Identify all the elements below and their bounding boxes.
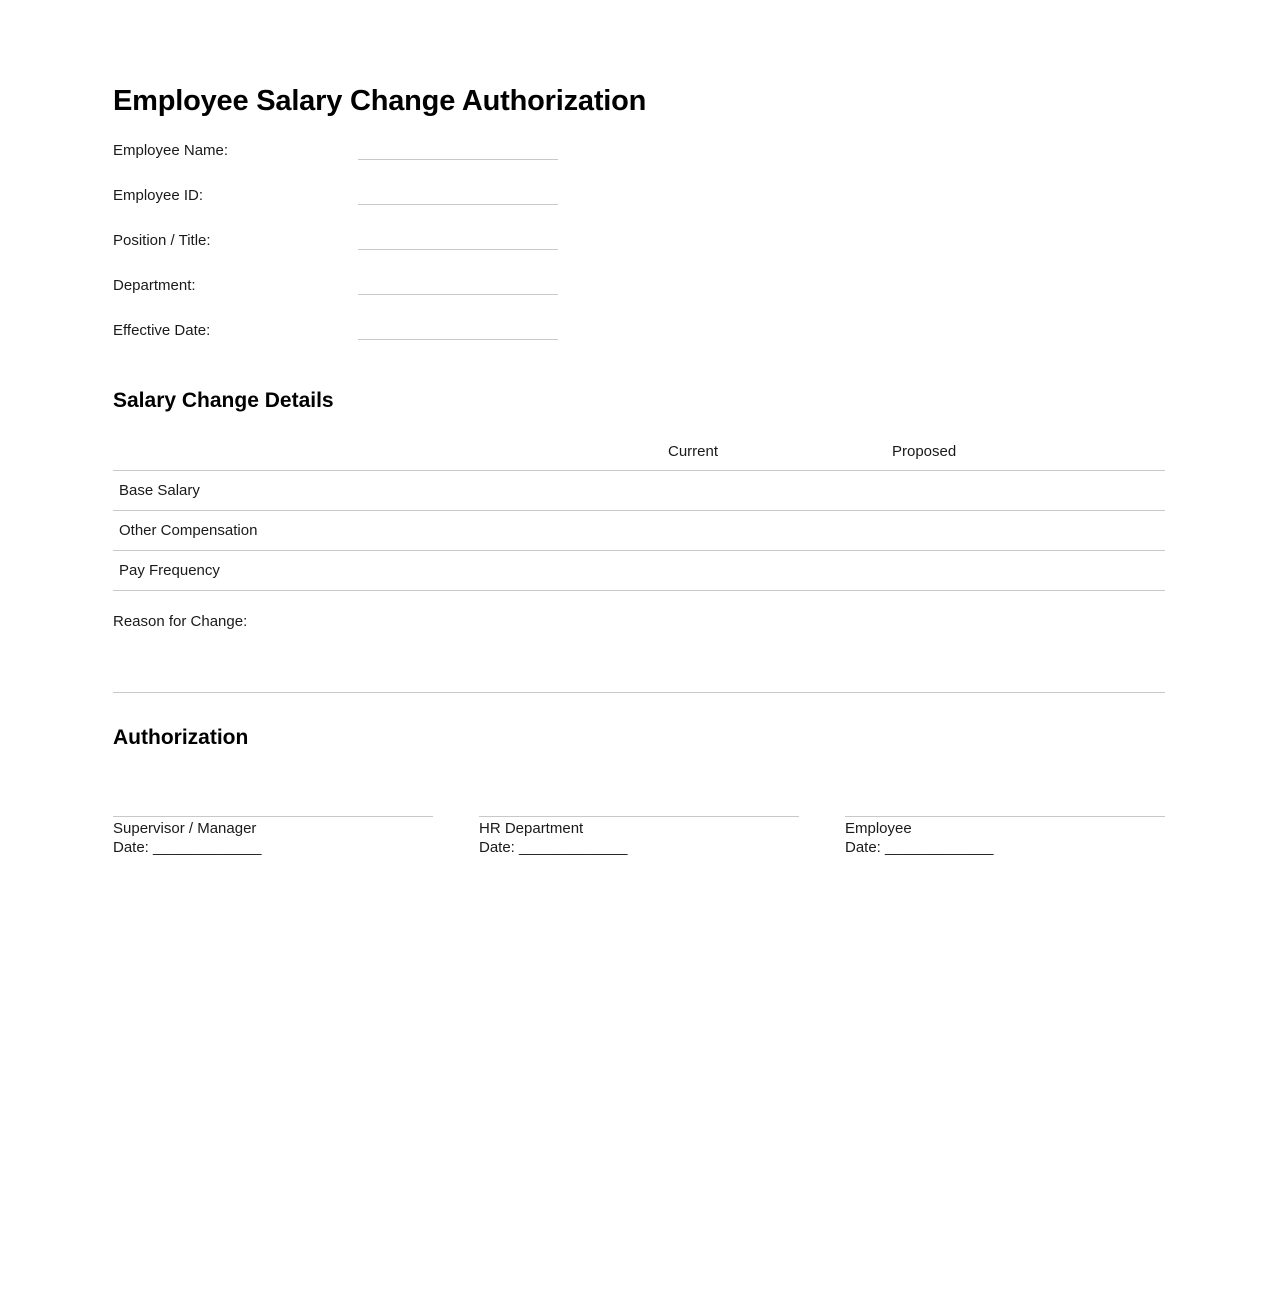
reason-for-change-label: Reason for Change:	[113, 613, 248, 630]
authorization-signature-row	[113, 816, 1165, 857]
row-label-base-salary: Base Salary	[113, 471, 668, 511]
reason-for-change-input[interactable]	[113, 631, 1165, 693]
row-label-pay-frequency: Pay Frequency	[113, 551, 668, 591]
section-heading-salary-change-details: Salary Change Details	[113, 389, 334, 412]
cell-base-salary-proposed[interactable]	[892, 471, 1165, 511]
field-input-employee-name[interactable]	[358, 159, 558, 160]
field-label-department: Department:	[113, 277, 196, 294]
field-row-effective-date	[113, 321, 1165, 366]
field-input-department[interactable]	[358, 294, 558, 295]
cell-pay-frequency-current[interactable]	[668, 551, 892, 591]
signature-date-employee[interactable]: Date: _____________	[845, 839, 994, 856]
page-title: Employee Salary Change Authorization	[113, 85, 647, 117]
field-label-employee-name: Employee Name:	[113, 142, 229, 159]
field-input-position-title[interactable]	[358, 249, 558, 250]
signature-spacer	[799, 816, 845, 857]
field-row-employee-name	[113, 141, 1165, 186]
signature-block-supervisor	[113, 816, 433, 857]
field-row-department	[113, 276, 1165, 321]
field-row-position-title	[113, 231, 1165, 276]
field-label-position-title: Position / Title:	[113, 232, 211, 249]
signature-block-hr	[479, 816, 799, 857]
field-input-effective-date[interactable]	[358, 339, 558, 340]
signature-block-employee	[845, 816, 1165, 857]
column-header-current: Current	[668, 443, 892, 471]
salary-change-table	[113, 443, 1165, 591]
table-row	[113, 511, 1165, 551]
row-label-other-compensation: Other Compensation	[113, 511, 668, 551]
signature-date-supervisor[interactable]: Date: _____________	[113, 839, 262, 856]
column-header-proposed: Proposed	[892, 443, 1165, 471]
document-content	[113, 0, 1165, 857]
cell-other-compensation-current[interactable]	[668, 511, 892, 551]
employee-info-fields	[113, 141, 1165, 366]
signature-date-hr[interactable]: Date: _____________	[479, 839, 628, 856]
signature-role-hr: HR Department	[479, 820, 584, 837]
signature-role-employee: Employee	[845, 820, 912, 837]
field-label-employee-id: Employee ID:	[113, 187, 204, 204]
section-heading-authorization: Authorization	[113, 726, 249, 749]
column-header-item	[113, 443, 668, 471]
table-row	[113, 471, 1165, 511]
cell-pay-frequency-proposed[interactable]	[892, 551, 1165, 591]
table-header-row	[113, 443, 1165, 471]
signature-spacer	[433, 816, 479, 857]
signature-role-supervisor: Supervisor / Manager	[113, 820, 257, 837]
cell-other-compensation-proposed[interactable]	[892, 511, 1165, 551]
field-input-employee-id[interactable]	[358, 204, 558, 205]
reason-for-change-block	[113, 612, 1165, 693]
field-row-employee-id	[113, 186, 1165, 231]
cell-base-salary-current[interactable]	[668, 471, 892, 511]
field-label-effective-date: Effective Date:	[113, 322, 211, 339]
table-row	[113, 551, 1165, 591]
